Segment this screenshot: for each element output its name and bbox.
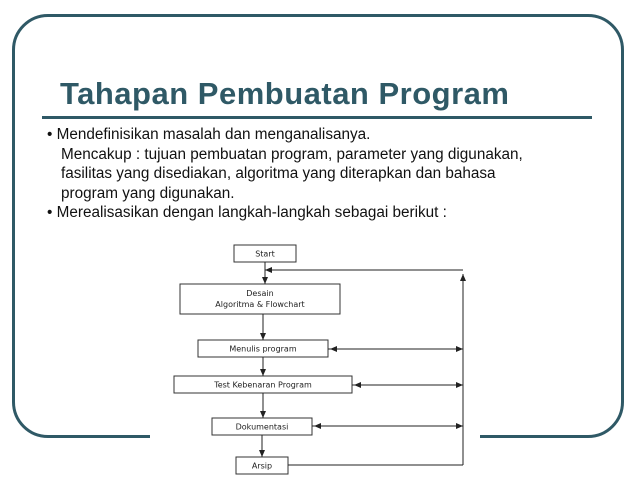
step-start-label: Start	[255, 249, 275, 259]
bullet-1	[47, 125, 607, 145]
bullet-marker: •	[47, 126, 53, 143]
bullet-1-detail-line-1: Mencakup : tujuan pembuatan program, parameter yang digunakan,	[61, 145, 523, 163]
step-test-label: Test Kebenaran Program	[214, 380, 312, 390]
step-design-label-2: Algoritma & Flowchart	[215, 300, 305, 309]
step-archive-label: Arsip	[251, 461, 273, 471]
title-underline	[42, 116, 592, 119]
slide-body	[47, 125, 607, 223]
bullet-2-text: Merealisasikan dengan langkah-langkah sebagai berikut :	[56, 204, 447, 221]
step-write-label: Menulis program	[229, 344, 297, 354]
bullet-1-detail-line-3: program yang digunakan.	[61, 184, 235, 202]
step-doc-label: Dokumentasi	[235, 422, 289, 432]
slide-title: Tahapan Pembuatan Program	[60, 76, 510, 111]
bullet-marker: •	[47, 204, 53, 221]
step-design-label-1: Desain	[246, 289, 274, 298]
bullet-1-detail-line-2: fasilitas yang disediakan, algoritma yang diterapkan dan bahasa	[61, 165, 496, 182]
flowchart	[170, 240, 480, 476]
bullet-2	[47, 203, 607, 223]
bullet-1-text: Mendefinisikan masalah dan menganalisanya.	[56, 126, 371, 143]
